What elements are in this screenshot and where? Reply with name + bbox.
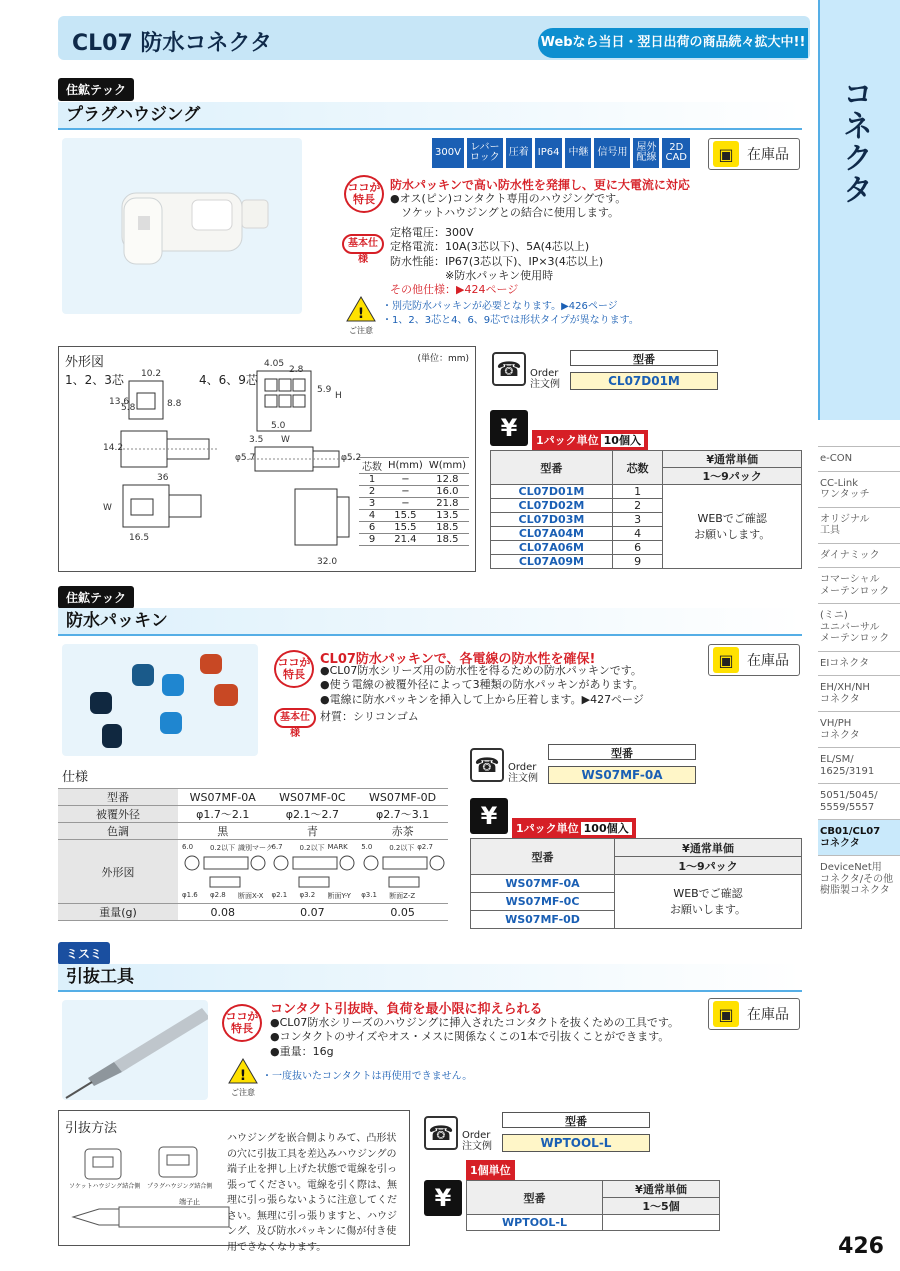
basic-specs: 定格電圧：300V 定格電流：10A(3芯以下)、5A(4芯以上) 防水性能：IP67(3芯以下)、IP×3(4芯以上) ※防水パッキン使用時 その他仕様：▶424ページ: [390, 226, 604, 297]
yen-icon: ¥: [490, 410, 528, 446]
table-row: CL07A06M 6: [491, 541, 802, 555]
phone-icon: ☎: [424, 1116, 458, 1150]
side-nav-item[interactable]: e-CON: [818, 446, 900, 471]
table-row: CL07A09M 9: [491, 555, 802, 569]
feature-bullets: ●CL07防水シリーズのハウジングに挿入されたコンタクトを抜くための工具です。 ●コンタクトのサイズやオス・メスに関係なくこの1本で引抜くことができます。 ●重量：16g: [270, 1016, 680, 1058]
price-table: 型番 ¥通常単価 1〜5個 WPTOOL-L: [466, 1180, 720, 1231]
part-number[interactable]: CL07A09M: [491, 555, 613, 569]
svg-text:!: !: [239, 1068, 247, 1084]
table-row: CL07D03M 3: [491, 513, 802, 527]
table-row: [471, 875, 802, 893]
feature-tag: 300V: [432, 138, 464, 168]
order-example-value[interactable]: WPTOOL-L: [502, 1134, 650, 1152]
page-title: CL07 防水コネクタ: [72, 31, 272, 56]
page-number: 426: [838, 1234, 884, 1259]
part-number[interactable]: CL07A04M: [491, 527, 613, 541]
caution-text: ・別売防水パッキンが必要となります。▶426ページ ・1、2、3芯と4、6、9芯では形状タイプが異なります。: [382, 301, 639, 326]
web-banner[interactable]: Webなら当日・翌日出荷の商品続々拡大中!!: [538, 28, 808, 58]
feature-tags: [432, 138, 690, 168]
side-nav-item[interactable]: CC-Link ワンタッチ: [818, 471, 900, 507]
table-row: 外形図 6.0 0.2以下 識別マーク φ1.6 φ2.8 断面X-X 6.7 0.2以下 MARK φ2.1 φ3.2 断面Y-Y 5.0 0.2以下 φ2.7 φ3.1 断面Z-Z: [58, 840, 448, 904]
table-row: 2 − 16.0: [359, 486, 469, 498]
part-number[interactable]: WPTOOL-L: [467, 1215, 603, 1231]
side-nav-item[interactable]: EH/XH/NH コネクタ: [818, 675, 900, 711]
packing-image: [62, 644, 258, 756]
feature-headline: コンタクト引抜時、負荷を最小限に抑えられる: [270, 1002, 543, 1017]
maker-badge: ミスミ: [58, 942, 110, 965]
feature-badge: ココが 特長: [274, 650, 314, 688]
product-photo: [62, 1000, 208, 1100]
side-nav-item[interactable]: コマーシャル メーテンロック: [818, 567, 900, 603]
box-icon: ▣: [713, 1001, 739, 1027]
table-row: [467, 1215, 720, 1231]
side-nav-item[interactable]: ダイナミック: [818, 543, 900, 568]
web-note: WEBでご確認 お願いします。: [663, 485, 802, 569]
pack-unit: 1パック単位 10個入: [532, 430, 648, 450]
maker-badge: 住鉱テック: [58, 586, 134, 609]
part-number[interactable]: CL07D03M: [491, 513, 613, 527]
extraction-tool-image: [62, 1000, 208, 1100]
section-title: プラグハウジング: [58, 102, 802, 130]
table-row: 3 − 21.8: [359, 498, 469, 510]
order-head: 型番: [548, 744, 696, 760]
order-example-value[interactable]: WS07MF-0A: [548, 766, 696, 784]
section-title: 引抜工具: [58, 964, 802, 992]
order-head: 型番: [502, 1112, 650, 1128]
box-icon: ▣: [713, 141, 739, 167]
stock-badge: ▣ 在庫品: [708, 998, 800, 1030]
side-category-title: コネクタ: [837, 78, 872, 206]
product-photo: [62, 138, 302, 314]
plug-housing-image: [62, 138, 302, 314]
section-title: 防水パッキン: [58, 608, 802, 636]
packing-drawing: 6.0 0.2以下 識別マーク φ1.6 φ2.8 断面X-X: [178, 840, 267, 904]
order-label: Order 注文例: [508, 762, 538, 784]
outline-drawing-panel: 外形図 (単位：mm) 1、2、3芯 4、6、9芯 10.2 13.6 5.8 8.8 14.2 36 16.5 W 4.05 2.8 5.9 H 5.0 3.5 W φ5.7 φ5.2 32.0 芯数 H(mm) W(mm) 1 − 12.8 2 − 16.0 3 − 21.8 4 15.5 13.5 6 15.5 18.5 9 21.4 18.5: [58, 346, 476, 572]
table-row: 1 − 12.8: [359, 474, 469, 486]
part-number[interactable]: CL07A06M: [491, 541, 613, 555]
feature-badge: ココが 特長: [344, 175, 384, 213]
part-number[interactable]: WS07MF-0D: [471, 911, 615, 929]
feature-badge: ココが 特長: [222, 1004, 262, 1042]
product-photo: [62, 644, 258, 756]
feature-headline: CL07防水パッキンで、各電線の防水性を確保!: [320, 652, 596, 667]
part-number[interactable]: CL07D02M: [491, 499, 613, 513]
order-label: Order 注文例: [462, 1130, 492, 1152]
table-row: CL07D01M 1 WEBでご確認 お願いします。: [491, 485, 802, 499]
phone-icon: ☎: [492, 352, 526, 386]
table-row: 重量(g) 0.08 0.07 0.05: [58, 904, 448, 921]
pack-unit: 1個単位: [466, 1160, 515, 1180]
spec-title: 仕様: [62, 770, 89, 785]
table-row: 被覆外径 φ1.7〜2.1 φ2.1〜2.7 φ2.7〜3.1: [58, 806, 448, 823]
side-nav-item[interactable]: オリジナル 工具: [818, 507, 900, 543]
side-nav-item[interactable]: CB01/CL07 コネクタ: [818, 819, 900, 855]
extraction-method-drawing: [59, 1111, 249, 1247]
svg-text:!: !: [357, 306, 365, 322]
table-row: 6 15.5 18.5: [359, 522, 469, 534]
yen-icon: ¥: [424, 1180, 462, 1216]
price-table: 型番 ¥通常単価 1〜9パック WS07MF-0A WEBでご確認 お願いします。 WS07MF-0C WS07MF-0D: [470, 838, 802, 929]
part-number[interactable]: CL07D01M: [491, 485, 613, 499]
table-row: 4 15.5 13.5: [359, 510, 469, 522]
feature-tag: 圧着: [506, 138, 532, 168]
feature-tag: 屋外 配線: [633, 138, 659, 168]
material: 材質：シリコンゴム: [320, 710, 419, 723]
feature-bullets: ●オス(ピン)コンタクト専用のハウジングです。 ソケットハウジングとの結合に使用します。: [390, 192, 627, 220]
feature-tag: 中継: [565, 138, 591, 168]
side-nav-item[interactable]: DeviceNet用 コネクタ/その他 樹脂製コネクタ: [818, 855, 900, 903]
maker-badge: 住鉱テック: [58, 78, 134, 101]
side-nav: [818, 446, 900, 903]
web-note: WEBでご確認 お願いします。: [615, 875, 802, 929]
table-row: CL07A04M 4: [491, 527, 802, 541]
stock-badge: ▣ 在庫品: [708, 138, 800, 170]
order-head: 型番: [570, 350, 718, 366]
warning-icon: [346, 296, 376, 322]
pack-unit: 1パック単位 100個入: [512, 818, 636, 838]
spec-badge: 基本仕様: [342, 234, 384, 254]
side-nav-item[interactable]: VH/PH コネクタ: [818, 711, 900, 747]
feature-headline: 防水パッキンで高い防水性を発揮し、更に大電流に対応: [390, 178, 690, 192]
table-row: CL07D02M 2: [491, 499, 802, 513]
feature-bullets: ●CL07防水シリーズ用の防水性を得るための防水パッキンです。 ●使う電線の被覆外径によって3種類の防水パッキンがあります。 ●電線に防水パッキンを挿入して上から圧着します。▶427ページ: [320, 664, 644, 706]
side-category-strip: [818, 0, 900, 420]
feature-tag: IP64: [535, 138, 563, 168]
spec-table: [58, 788, 448, 921]
side-nav-item[interactable]: EIコネクタ: [818, 651, 900, 676]
table-row: 型番 WS07MF-0A WS07MF-0C WS07MF-0D: [58, 789, 448, 806]
packing-drawing: 5.0 0.2以下 φ2.7 φ3.1 断面Z-Z: [357, 840, 448, 904]
part-number[interactable]: WS07MF-0C: [471, 893, 615, 911]
extraction-method-panel: 引抜方法 ソケットハウジング結合側 プラグハウジング結合側 端子止 ハウジングを嵌合側よりみて、凸形状の穴に引抜工具を差込みハウジングの端子止を押し上げた状態で電線を引っ張ってください。電線を引く際は、無理に引っ張らないように注意してください。無理に引っ張りますと、ハウジング、及び防水パッキンに傷が付き使用できなくなります。: [58, 1110, 410, 1246]
part-number[interactable]: WS07MF-0A: [471, 875, 615, 893]
yen-icon: ¥: [470, 798, 508, 834]
order-example-value[interactable]: CL07D01M: [570, 372, 718, 390]
phone-icon: ☎: [470, 748, 504, 782]
stock-badge: ▣ 在庫品: [708, 644, 800, 676]
side-nav-item[interactable]: 5051/5045/ 5559/5557: [818, 783, 900, 819]
feature-tag: レバー ロック: [467, 138, 503, 168]
dimension-table: 芯数 H(mm) W(mm) 1 − 12.8 2 − 16.0 3 − 21.8 4 15.5 13.5 6 15.5 18.5 9 21.4 18.5: [359, 457, 469, 546]
warning-icon: [228, 1058, 258, 1084]
side-nav-item[interactable]: EL/SM/ 1625/3191: [818, 747, 900, 783]
table-row: 色調 黒 青 赤茶: [58, 823, 448, 840]
caution-text: ・一度抜いたコンタクトは再使用できません。: [262, 1071, 473, 1082]
order-label: Order 注文例: [530, 368, 560, 390]
feature-tag: 信号用: [594, 138, 630, 168]
side-nav-item[interactable]: (ミニ) ユニバーサル メーテンロック: [818, 603, 900, 651]
box-icon: ▣: [713, 647, 739, 673]
spec-badge: 基本仕様: [274, 708, 316, 728]
packing-drawing: 6.7 0.2以下 MARK φ2.1 φ3.2 断面Y-Y: [267, 840, 357, 904]
table-row: 9 21.4 18.5: [359, 534, 469, 546]
price-table: 型番 芯数 ¥通常単価 1〜9パック CL07D01M 1 WEBでご確認 お願いします。 CL07D02M 2 CL07D03M 3 CL07A04M 4 CL07A06M 6 CL07A09M 9: [490, 450, 802, 569]
feature-tag: 2D CAD: [662, 138, 690, 168]
caution-mark: ! ご注意: [228, 1058, 258, 1098]
caution-mark: ! ご注意: [346, 296, 376, 336]
